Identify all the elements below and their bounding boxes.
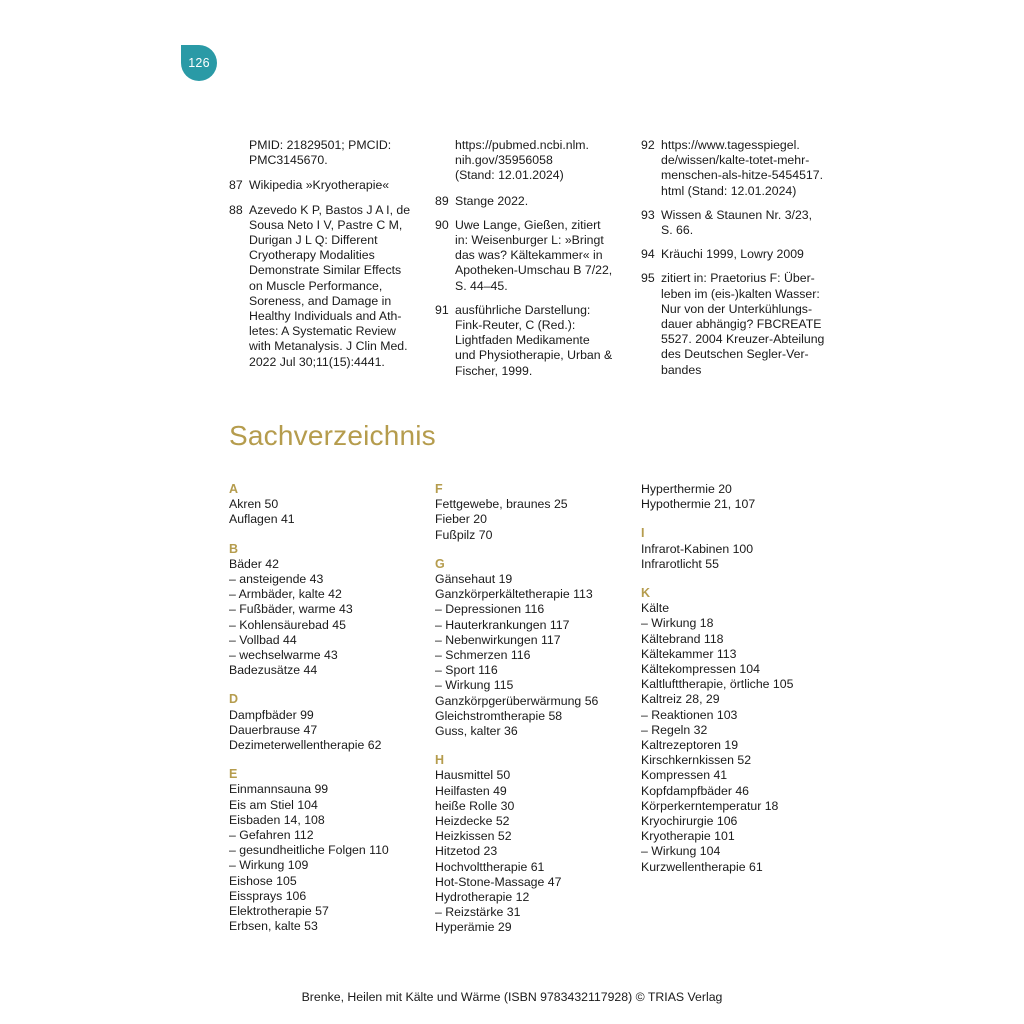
index-entry: – Regeln 32: [641, 722, 708, 737]
index-entry: – Wirkung 104: [641, 844, 721, 859]
reference-item: [641, 247, 831, 262]
index-entry: Kopfdampfbäder 46: [641, 783, 750, 798]
index-entry: – Fußbäder, warme 43: [229, 602, 353, 617]
index-entry: Infrarot-Kabinen 100: [641, 541, 754, 556]
index-column-1: [229, 482, 429, 934]
index-entry: Körperkerntemperatur 18: [641, 798, 779, 813]
reference-text: Wikipedia »Kryotherapie«: [249, 178, 390, 193]
index-letter-heading: F: [435, 482, 443, 496]
index-entry: – Sport 116: [435, 663, 498, 678]
index-entry: – Schmerzen 116: [435, 648, 531, 663]
reference-number: 88: [229, 202, 243, 217]
index-letter-heading: G: [435, 556, 445, 571]
index-entry: – ansteigende 43: [229, 572, 324, 587]
reference-number: 87: [229, 178, 243, 193]
reference-number: 91: [435, 302, 449, 317]
index-entry: Hochvolttherapie 61: [435, 859, 545, 874]
index-entry: – Gefahren 112: [229, 828, 314, 843]
reference-item: [229, 178, 414, 193]
index-entry: Hyperämie 29: [435, 920, 512, 935]
index-entry: Einmannsauna 99: [229, 782, 329, 797]
index-entry: Hypothermie 21, 107: [641, 497, 756, 512]
index-entry: Kryochirurgie 106: [641, 814, 738, 829]
reference-text: PMID: 21829501; PMCID: PMC3145670.: [249, 138, 392, 168]
index-column-2: [435, 482, 635, 936]
index-entry: Heizkissen 52: [435, 829, 512, 844]
index-entry: Hausmittel 50: [435, 768, 511, 783]
reference-item: [229, 203, 414, 370]
page-number-badge: [181, 45, 217, 81]
index-entry: – wechselwarme 43: [229, 648, 338, 663]
reference-number: 94: [641, 247, 655, 262]
index-entry: Dezimeterwellentherapie 62: [229, 738, 382, 753]
reference-item: [229, 138, 414, 168]
reference-item: [641, 138, 831, 199]
index-entry: Ganzkörpgerüberwärmung 56: [435, 693, 599, 708]
index-letter-heading: I: [641, 526, 645, 541]
index-entry: Infrarotlicht 55: [641, 556, 719, 571]
reference-text: Uwe Lange, Gießen, zitiert in: Weisenburger L: »Bringt das was? Kältekammer« in Apotheken-Umschau B 7/22, S. 44–45.: [455, 217, 613, 293]
index-column-3: [641, 482, 841, 875]
index-entry: Gleichstromtherapie 58: [435, 708, 563, 723]
index-entry: – Reizstärke 31: [435, 905, 521, 920]
index-entry: Kryotherapie 101: [641, 829, 735, 844]
index-entry: – Reaktionen 103: [641, 707, 738, 722]
index-entry: Kältekompressen 104: [641, 662, 760, 677]
index-entry: Fieber 20: [435, 512, 487, 527]
reference-number: 93: [641, 207, 655, 222]
index-entry: Hyperthermie 20: [641, 482, 732, 496]
index-entry: Auflagen 41: [229, 512, 295, 527]
index-entry: Heizdecke 52: [435, 814, 510, 829]
index-entry: Kältekammer 113: [641, 646, 737, 661]
index-entry: Eisbaden 14, 108: [229, 812, 325, 827]
reference-number: 90: [435, 217, 449, 232]
reference-text: https://pubmed.ncbi.nlm. nih.gov/35956058 (Stand: 12.01.2024): [455, 138, 589, 183]
index-entry: Guss, kalter 36: [435, 724, 518, 739]
index-letter-heading: K: [641, 586, 651, 601]
index-entry: Erbsen, kalte 53: [229, 919, 318, 934]
index-entry: – Wirkung 115: [435, 678, 514, 693]
index-entry: – Kohlensäurebad 45: [229, 617, 346, 632]
index-letter-heading: B: [229, 541, 239, 556]
index-entry: Fettgewebe, braunes 25: [435, 497, 568, 512]
index-entry: Gänsehaut 19: [435, 572, 513, 587]
index-entry: Kältebrand 118: [641, 631, 724, 646]
reference-item: [641, 271, 831, 377]
index-entry: Elektrotherapie 57: [229, 904, 329, 919]
index-entry: Kaltreiz 28, 29: [641, 692, 720, 707]
index-entry: Dampfbäder 99: [229, 707, 314, 722]
index-entry: – Armbäder, kalte 42: [229, 587, 342, 602]
index-entry: Kompressen 41: [641, 768, 728, 783]
index-letter-heading: A: [229, 482, 239, 496]
index-entry: – Wirkung 18: [641, 616, 714, 631]
index-entry: Akren 50: [229, 497, 279, 512]
index-entry: Ganzkörperkältetherapie 113: [435, 587, 593, 602]
index-entry: Eissprays 106: [229, 888, 307, 903]
reference-item: [435, 138, 620, 184]
index-entry: Hitzetod 23: [435, 844, 498, 859]
reference-text: zitiert in: Praetorius F: Über- leben im (eis-)kalten Wasser: Nur von der Unterkühlungs- dauer abhängig? FBCREATE 5527. 2004 Kreuzer-Abteilung des Deutschen Segler-Ver- bandes: [661, 271, 825, 377]
reference-item: [435, 218, 620, 294]
reference-text: Azevedo K P, Bastos J A I, de Sousa Neto I V, Pastre C M, Durigan J L Q: Different Cryotherapy Modalities Demonstrate Similar Effects on Muscle Performance, Soreness, and Damage in Healthy Individuals and Ath- letes: A Systematic Review with Metanalysis. J Clin Med. 2022 Jul 30;11(15):4441.: [249, 202, 411, 369]
index-entry: Kurzwellentherapie 61: [641, 859, 763, 874]
references-column-2: [435, 138, 620, 388]
index-entry: Kirschkernkissen 52: [641, 753, 752, 768]
index-entry: – Depressionen 116: [435, 602, 545, 617]
reference-item: [641, 208, 831, 238]
index-entry: Badezusätze 44: [229, 663, 318, 678]
index-entry: Kaltrezeptoren 19: [641, 738, 739, 753]
index-entry: – Hauterkrankungen 117: [435, 617, 570, 632]
index-entry: heiße Rolle 30: [435, 798, 515, 813]
index-entry: Heilfasten 49: [435, 783, 507, 798]
index-letter-heading: E: [229, 767, 238, 782]
references-column-3: [641, 138, 831, 387]
reference-text: Stange 2022.: [455, 193, 529, 208]
reference-number: 89: [435, 193, 449, 208]
index-entry: – Nebenwirkungen 117: [435, 632, 561, 647]
index-entry: Kaltlufttherapie, örtliche 105: [641, 677, 794, 692]
reference-number: 95: [641, 271, 655, 286]
reference-item: [435, 303, 620, 379]
index-entry: Hot-Stone-Massage 47: [435, 874, 562, 889]
reference-text: ausführliche Darstellung: Fink-Reuter, C (Red.): Lightfaden Medikamente und Physiotherapie, Urban & Fischer, 1999.: [455, 302, 613, 378]
index-title: Sachverzeichnis: [229, 420, 436, 451]
index-entry: Fußpilz 70: [435, 527, 493, 542]
references-column-1: [229, 138, 414, 379]
index-entry: Kälte: [641, 601, 670, 616]
index-entry: Eishose 105: [229, 873, 297, 888]
index-entry: Hydrotherapie 12: [435, 890, 530, 905]
reference-item: [435, 194, 620, 209]
index-letter-heading: H: [435, 753, 445, 768]
reference-text: Kräuchi 1999, Lowry 2009: [661, 247, 804, 262]
reference-number: 92: [641, 138, 655, 152]
index-letter-heading: D: [229, 692, 239, 707]
reference-text: https://www.tagesspiegel. de/wissen/kalte-totet-mehr- menschen-als-hitze-5454517. html (Stand: 12.01.2024): [661, 138, 824, 198]
index-entry: Eis am Stiel 104: [229, 797, 318, 812]
page-footer: Brenke, Heilen mit Kälte und Wärme (ISBN 9783432117928) © TRIAS Verlag: [301, 990, 723, 1004]
page-number: 126: [188, 56, 210, 70]
index-entry: – gesundheitliche Folgen 110: [229, 843, 389, 858]
index-entry: – Wirkung 109: [229, 858, 309, 873]
index-entry: – Vollbad 44: [229, 632, 297, 647]
reference-text: Wissen & Staunen Nr. 3/23, S. 66.: [661, 207, 813, 238]
index-entry: Dauerbrause 47: [229, 722, 318, 737]
index-entry: Bäder 42: [229, 556, 279, 571]
